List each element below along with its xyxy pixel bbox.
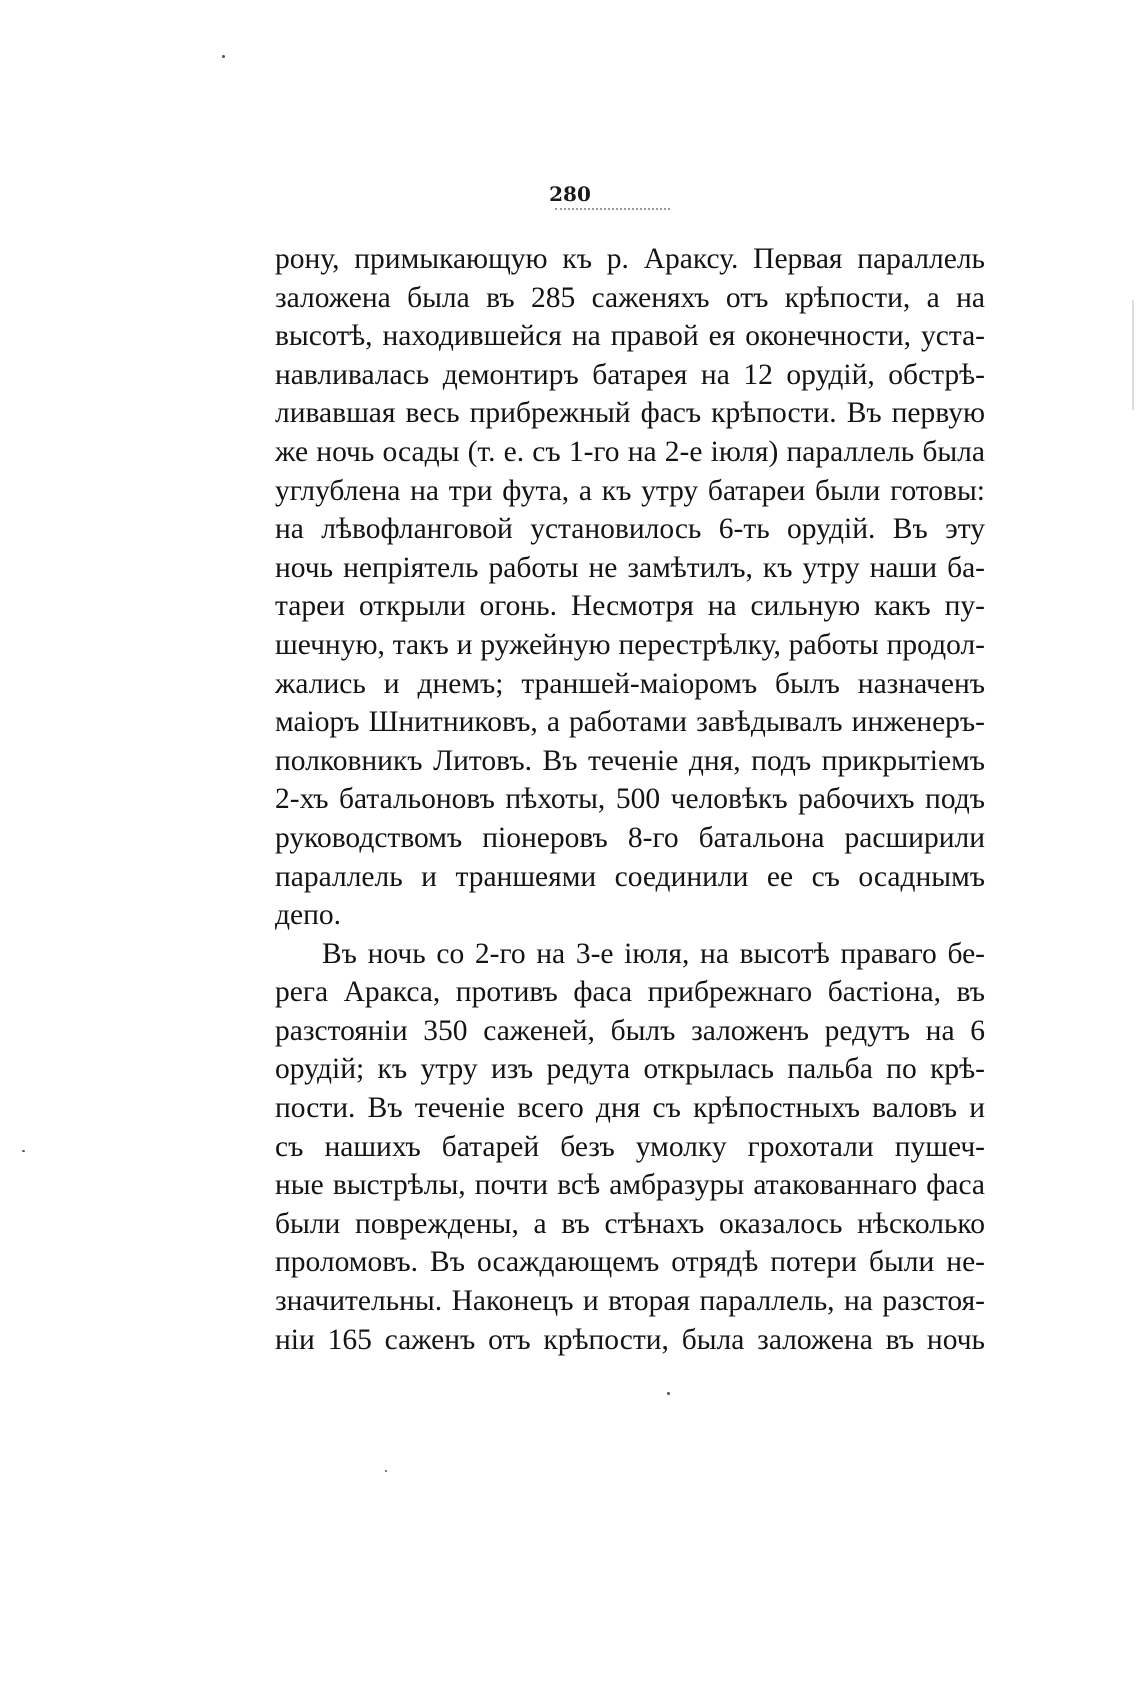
- text-line: ные выстрѣлы, почти всѣ амбразуры атакованнаго фаса: [275, 1169, 985, 1202]
- text-line: параллель и траншеями соединили ее съ осаднымъ: [275, 860, 985, 893]
- header-ornament: [555, 208, 670, 216]
- text-line: на лѣвофланговой установилось 6-ть орудій. Въ эту: [275, 513, 985, 546]
- text-line: разстояніи 350 саженей, былъ заложенъ редутъ на 6: [275, 1014, 985, 1047]
- text-line: ливавшая весь прибрежный фасъ крѣпости. Въ первую: [275, 397, 985, 430]
- text-line: Въ ночь со 2-го на 3-е іюля, на высотѣ праваго бе-: [322, 937, 985, 970]
- paragraph-1: [275, 240, 985, 935]
- text-line: маіоръ Шнитниковъ, а работами завѣдывалъ инженеръ-: [275, 706, 985, 739]
- text-line: полковникъ Литовъ. Въ теченіе дня, подъ прикрытіемъ: [275, 744, 985, 777]
- text-line: заложена была въ 285 саженяхъ отъ крѣпости, а на: [275, 281, 985, 314]
- text-line: ніи 165 саженъ отъ крѣпости, была заложена въ ночь: [275, 1323, 985, 1356]
- scan-speck: [222, 55, 225, 58]
- scan-edge-shadow: [1132, 300, 1134, 410]
- text-line: же ночь осады (т. е. съ 1-го на 2-е іюля) параллель была: [275, 435, 985, 468]
- text-line: проломовъ. Въ осаждающемъ отрядѣ потери были не-: [275, 1246, 985, 1279]
- text-line: орудій; къ утру изъ редута открылась пальба по крѣ-: [275, 1053, 985, 1086]
- paragraph-2: [275, 935, 985, 1360]
- text-line: высотѣ, находившейся на правой ея оконечности, уста-: [275, 320, 985, 353]
- text-line: были повреждены, а въ стѣнахъ оказалось нѣсколько: [275, 1207, 985, 1240]
- text-line: шечную, такъ и ружейную перестрѣлку, работы продол-: [275, 628, 985, 661]
- text-line: тареи открыли огонь. Несмотря на сильную какъ пу-: [275, 590, 985, 623]
- body-text: [275, 240, 985, 1359]
- scan-speck: [667, 1392, 670, 1395]
- text-line: жались и днемъ; траншей-маіоромъ былъ назначенъ: [275, 667, 985, 700]
- text-line: съ нашихъ батарей безъ умолку грохотали пушеч-: [275, 1130, 985, 1163]
- text-line: рега Аракса, противъ фаса прибрежнаго бастіона, въ: [275, 976, 985, 1009]
- page-number: 280: [549, 182, 591, 206]
- scan-speck: [385, 1470, 387, 1472]
- text-line: рону, примыкающую къ р. Араксу. Первая параллель: [275, 243, 985, 275]
- scan-speck: [22, 1150, 25, 1152]
- text-line: ночь непріятель работы не замѣтилъ, къ утру наши ба-: [275, 551, 985, 584]
- text-line: 2-хъ батальоновъ пѣхоты, 500 человѣкъ рабочихъ подъ: [275, 783, 985, 816]
- text-line: депо.: [275, 899, 342, 932]
- text-line: руководствомъ піонеровъ 8-го батальона расширили: [275, 821, 985, 854]
- text-line: навливалась демонтиръ батарея на 12 орудій, обстрѣ-: [275, 358, 985, 391]
- text-line: пости. Въ теченіе всего дня съ крѣпостныхъ валовъ и: [275, 1092, 985, 1125]
- text-line: значительны. Наконецъ и вторая параллель, на разстоя-: [275, 1285, 985, 1318]
- text-line: углублена на три фута, а къ утру батареи были готовы:: [275, 474, 985, 507]
